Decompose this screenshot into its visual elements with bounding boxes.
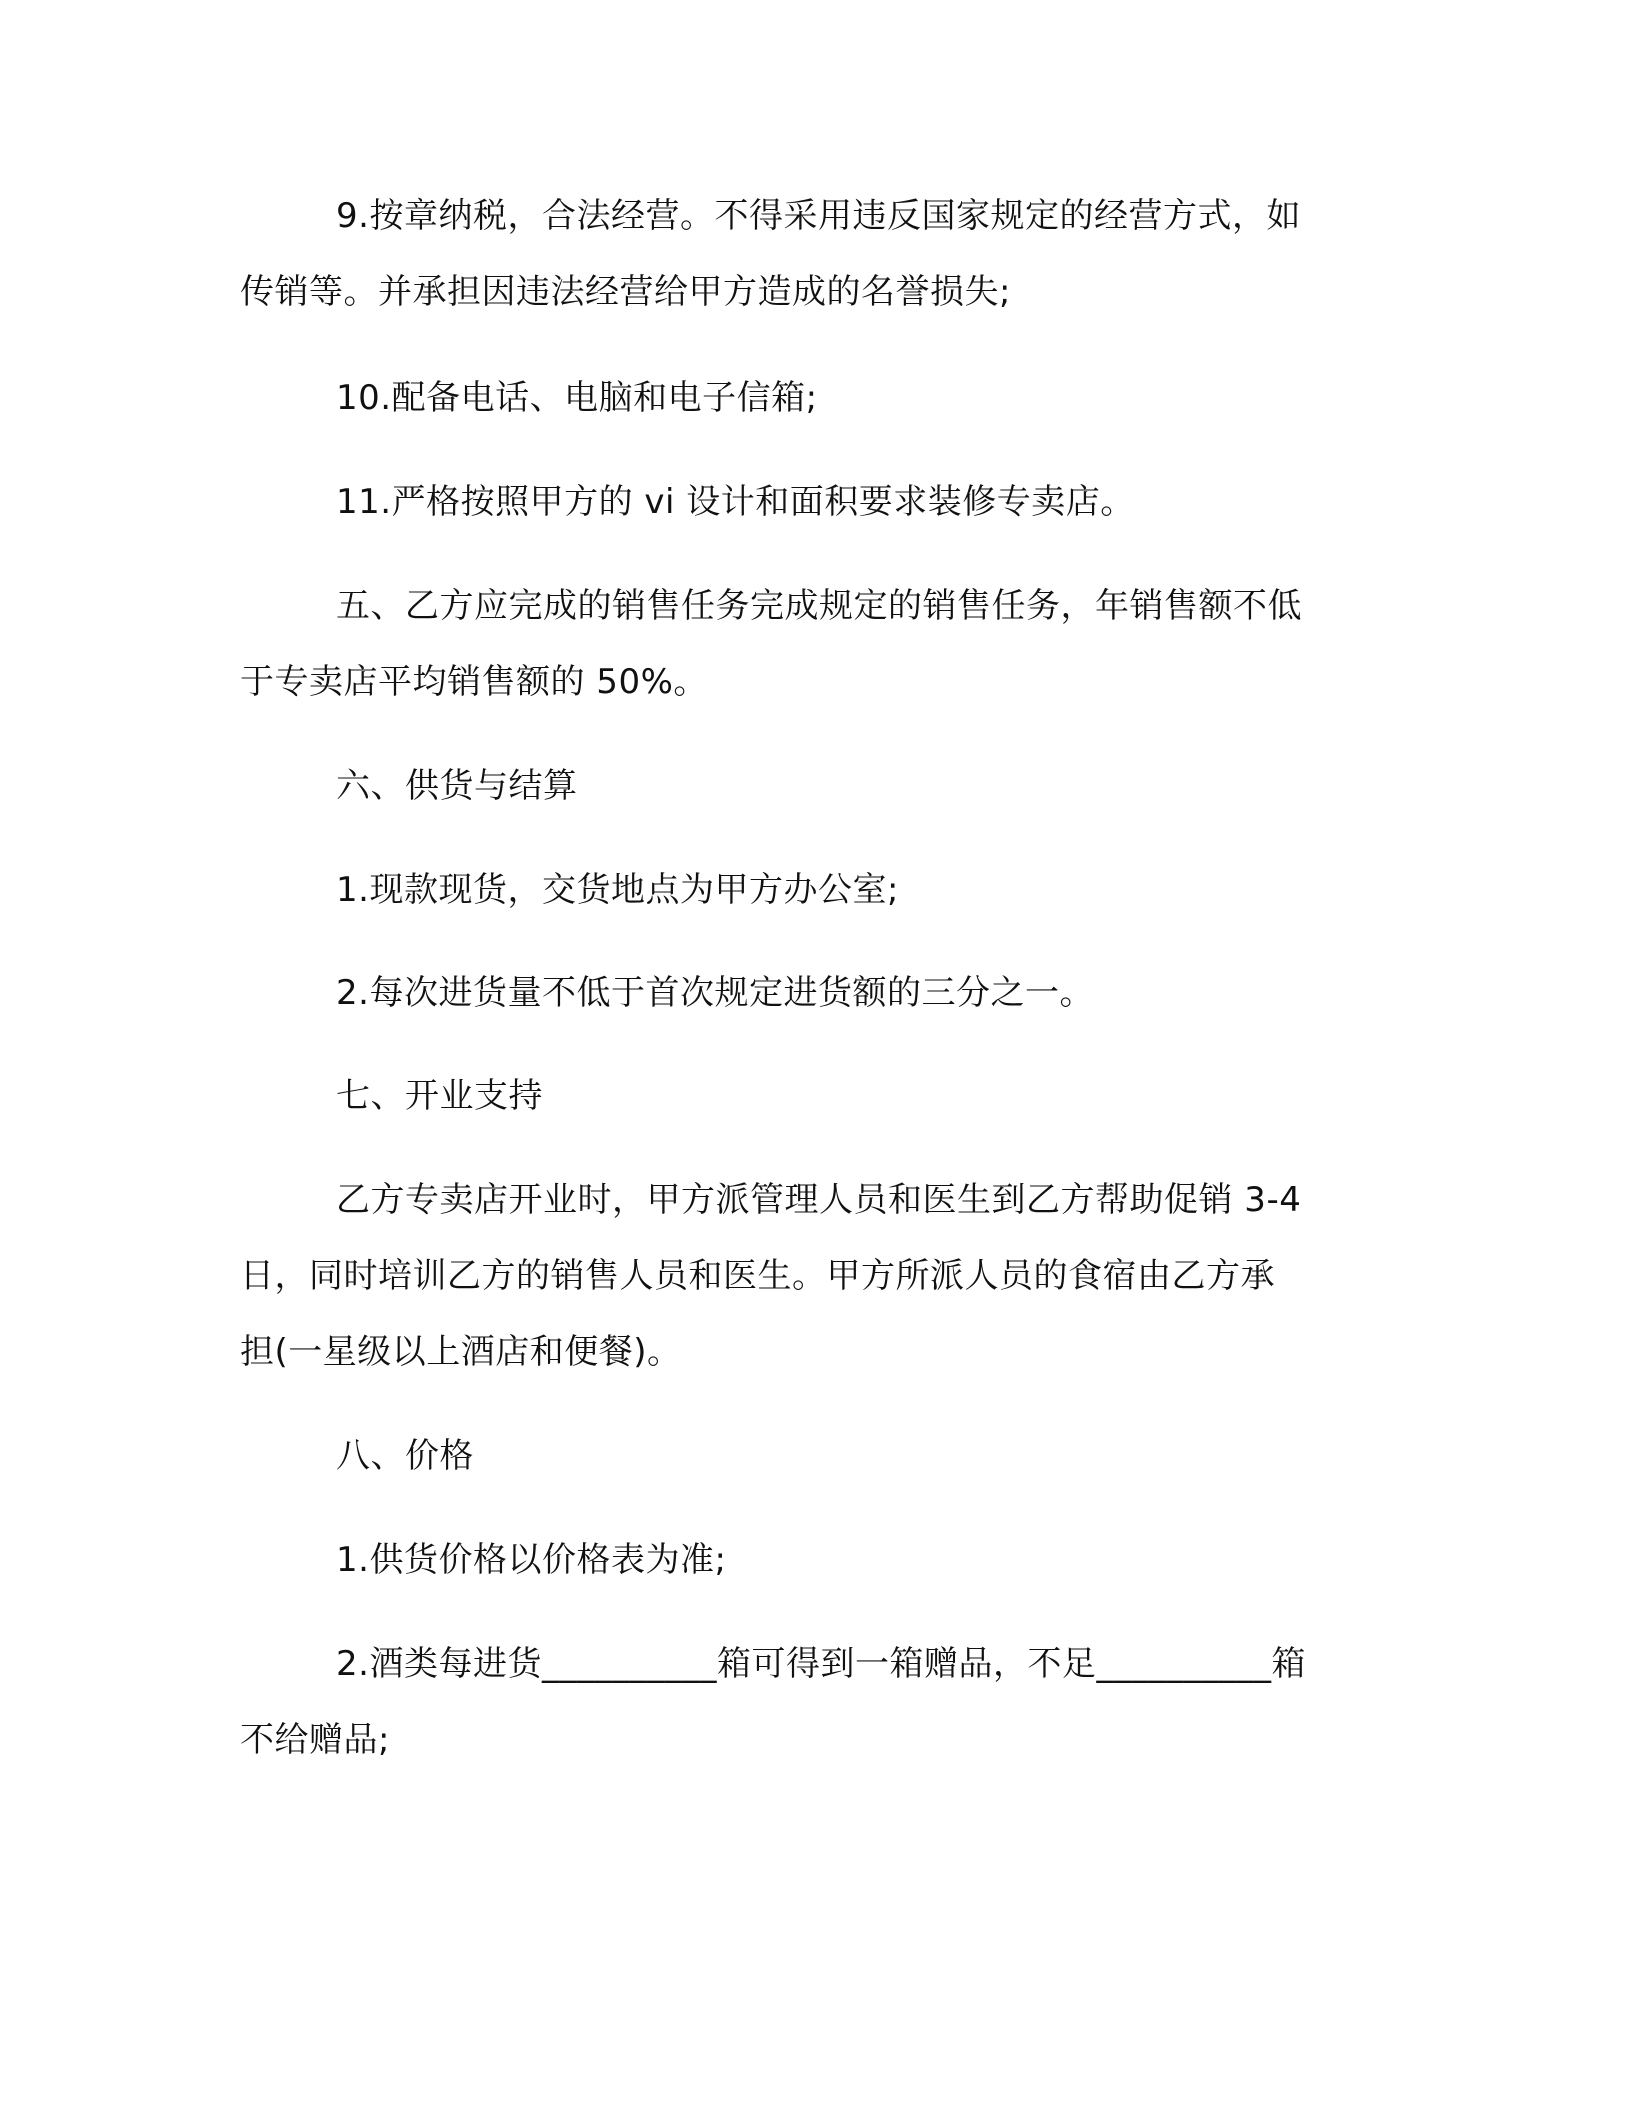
paragraph-line: 2.酒类每进货__________箱可得到一箱赠品，不足__________箱 [336,1644,1306,1684]
paragraph-line: 担(一星级以上酒店和便餐)。 [240,1332,682,1372]
paragraph-item-9 [240,178,1380,330]
paragraph-section-7-body [240,1162,1380,1390]
heading-section-8 [240,1418,1380,1494]
paragraph-section-6-item-1 [240,852,1380,928]
paragraph-section-8-item-2 [240,1626,1380,1778]
paragraph-line: 1.现款现货，交货地点为甲方办公室; [336,870,899,910]
paragraph-line: 11.严格按照甲方的 vi 设计和面积要求装修专卖店。 [336,482,1135,522]
paragraph-line: 9.按章纳税，合法经营。不得采用违反国家规定的经营方式，如 [336,196,1301,236]
paragraph-line: 于专卖店平均销售额的 50%。 [240,662,708,702]
paragraph-line: 日，同时培训乙方的销售人员和医生。甲方所派人员的食宿由乙方承 [240,1256,1275,1296]
paragraph-section-6-item-2 [240,955,1380,1031]
paragraph-section-5 [240,568,1380,720]
paragraph-line: 乙方专卖店开业时，甲方派管理人员和医生到乙方帮助促销 3-4 [336,1180,1302,1220]
paragraph-item-11 [240,464,1380,540]
paragraph-section-8-item-1 [240,1522,1380,1598]
heading-text: 八、价格 [336,1436,474,1476]
heading-section-7 [240,1058,1380,1134]
paragraph-item-10 [240,360,1380,436]
paragraph-line: 2.每次进货量不低于首次规定进货额的三分之一。 [336,973,1094,1013]
paragraph-line: 10.配备电话、电脑和电子信箱; [336,378,818,418]
heading-section-6 [240,748,1380,824]
heading-text: 七、开业支持 [336,1076,543,1116]
paragraph-line: 不给赠品; [240,1720,390,1760]
paragraph-line: 1.供货价格以价格表为准; [336,1540,727,1580]
paragraph-line: 五、乙方应完成的销售任务完成规定的销售任务，年销售额不低 [336,586,1302,626]
paragraph-line: 传销等。并承担因违法经营给甲方造成的名誉损失; [240,272,1011,312]
heading-text: 六、供货与结算 [336,766,578,806]
